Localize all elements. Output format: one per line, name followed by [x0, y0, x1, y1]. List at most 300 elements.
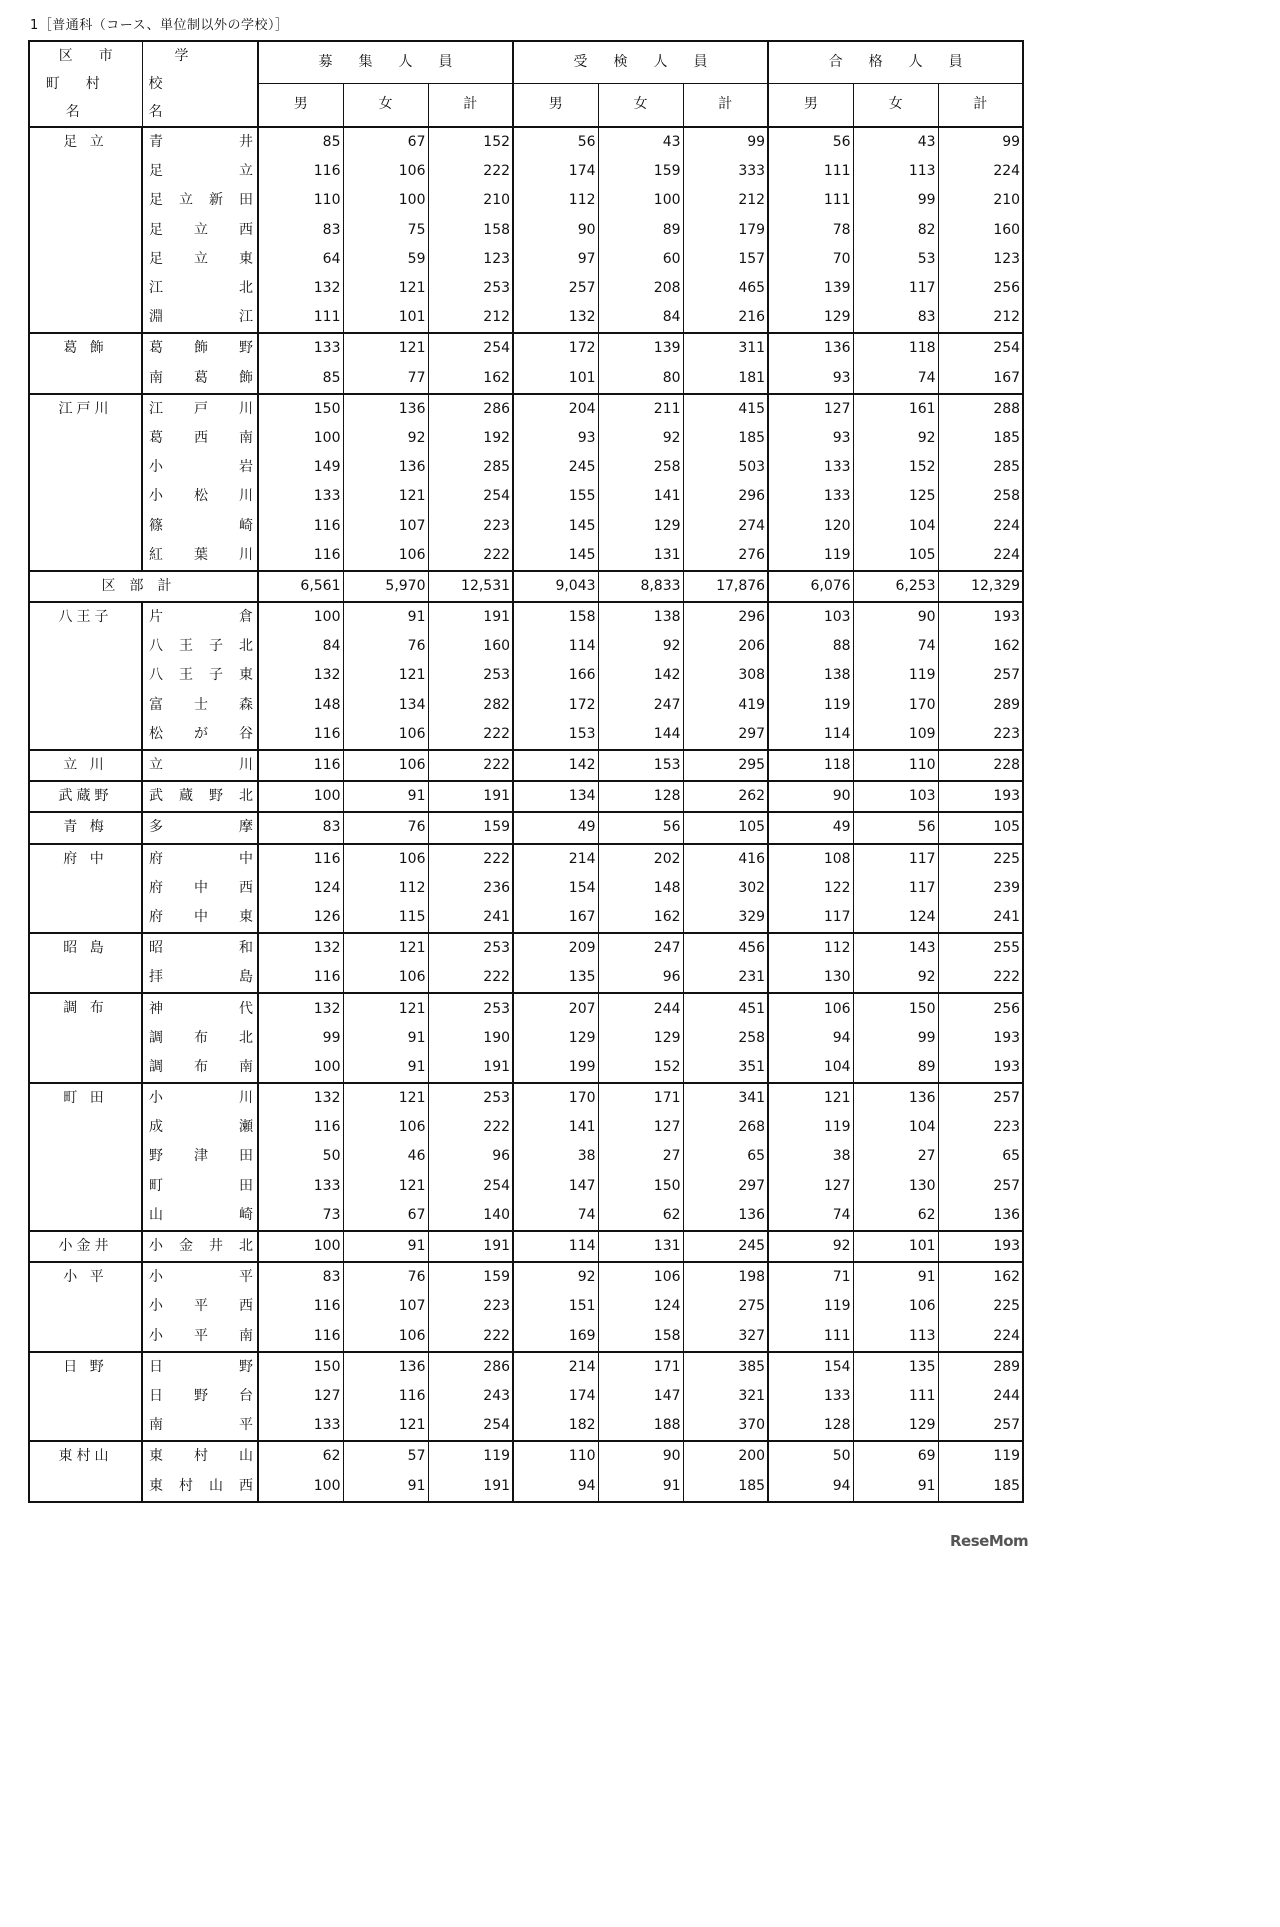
value-cell: 121 — [343, 274, 428, 303]
value-cell: 80 — [598, 364, 683, 394]
value-cell: 133 — [258, 1172, 343, 1201]
school-name-cell: 多摩 — [142, 812, 258, 843]
value-cell: 106 — [343, 720, 428, 750]
value-cell: 101 — [513, 364, 598, 394]
school-name-cell: 立川 — [142, 750, 258, 781]
value-cell: 321 — [683, 1382, 768, 1411]
value-cell: 247 — [598, 933, 683, 963]
table-row — [29, 1172, 1023, 1201]
value-cell: 110 — [513, 1441, 598, 1471]
value-cell: 172 — [513, 691, 598, 720]
value-cell: 341 — [683, 1083, 768, 1113]
value-cell: 286 — [428, 394, 513, 424]
value-cell: 111 — [768, 157, 853, 186]
value-cell: 144 — [598, 720, 683, 750]
value-cell: 140 — [428, 1201, 513, 1231]
municipality-cell: 葛 飾 — [29, 333, 142, 393]
value-cell: 257 — [938, 1083, 1023, 1113]
value-cell: 132 — [513, 303, 598, 333]
value-cell: 185 — [683, 1471, 768, 1501]
value-cell: 134 — [343, 691, 428, 720]
table-row — [29, 1352, 1023, 1382]
value-cell: 91 — [343, 1024, 428, 1053]
value-cell: 100 — [258, 602, 343, 632]
value-cell: 254 — [938, 333, 1023, 363]
value-cell: 145 — [513, 511, 598, 540]
value-cell: 53 — [853, 245, 938, 274]
value-cell: 124 — [853, 903, 938, 933]
value-cell: 129 — [598, 511, 683, 540]
value-cell: 122 — [768, 874, 853, 903]
value-cell: 110 — [258, 186, 343, 215]
value-cell: 150 — [258, 394, 343, 424]
value-cell: 296 — [683, 602, 768, 632]
value-cell: 134 — [513, 781, 598, 812]
value-cell: 49 — [513, 812, 598, 843]
value-cell: 93 — [768, 364, 853, 394]
value-cell: 109 — [853, 720, 938, 750]
table-row — [29, 661, 1023, 690]
school-name-cell: 八王子東 — [142, 661, 258, 690]
value-cell: 136 — [343, 394, 428, 424]
header-female: 女 — [853, 83, 938, 127]
value-cell: 89 — [598, 216, 683, 245]
municipality-cell: 江戸川 — [29, 394, 142, 571]
value-cell: 103 — [768, 602, 853, 632]
header-male: 男 — [513, 83, 598, 127]
value-cell: 119 — [768, 541, 853, 571]
value-cell: 100 — [598, 186, 683, 215]
value-cell: 121 — [343, 933, 428, 963]
municipality-cell: 日 野 — [29, 1352, 142, 1442]
header-recruitment: 募集人員 — [258, 41, 513, 83]
value-cell: 211 — [598, 394, 683, 424]
value-cell: 93 — [768, 424, 853, 453]
value-cell: 112 — [768, 933, 853, 963]
value-cell: 161 — [853, 394, 938, 424]
value-cell: 106 — [343, 1322, 428, 1352]
table-row — [29, 1142, 1023, 1171]
value-cell: 289 — [938, 691, 1023, 720]
value-cell: 132 — [258, 933, 343, 963]
value-cell: 311 — [683, 333, 768, 363]
value-cell: 262 — [683, 781, 768, 812]
header-female: 女 — [343, 83, 428, 127]
value-cell: 118 — [853, 333, 938, 363]
value-cell: 27 — [853, 1142, 938, 1171]
value-cell: 116 — [258, 1322, 343, 1352]
school-name-cell: 南葛飾 — [142, 364, 258, 394]
value-cell: 82 — [853, 216, 938, 245]
value-cell: 327 — [683, 1322, 768, 1352]
value-cell: 257 — [513, 274, 598, 303]
value-cell: 174 — [513, 157, 598, 186]
value-cell: 83 — [258, 1262, 343, 1292]
value-cell: 415 — [683, 394, 768, 424]
value-cell: 96 — [428, 1142, 513, 1171]
value-cell: 121 — [343, 661, 428, 690]
value-cell: 296 — [683, 482, 768, 511]
value-cell: 127 — [768, 1172, 853, 1201]
value-cell: 50 — [258, 1142, 343, 1171]
value-cell: 139 — [598, 333, 683, 363]
municipality-cell: 武蔵野 — [29, 781, 142, 812]
value-cell: 222 — [428, 844, 513, 874]
school-name-cell: 拝島 — [142, 963, 258, 993]
school-name-cell: 日野台 — [142, 1382, 258, 1411]
table-row — [29, 812, 1023, 843]
value-cell: 245 — [513, 453, 598, 482]
value-cell: 129 — [598, 1024, 683, 1053]
value-cell: 207 — [513, 993, 598, 1023]
value-cell: 84 — [258, 632, 343, 661]
value-cell: 133 — [258, 1411, 343, 1441]
value-cell: 370 — [683, 1411, 768, 1441]
value-cell: 65 — [938, 1142, 1023, 1171]
value-cell: 116 — [258, 844, 343, 874]
value-cell: 132 — [258, 661, 343, 690]
value-cell: 193 — [938, 781, 1023, 812]
table-row — [29, 963, 1023, 993]
school-name-cell: 淵江 — [142, 303, 258, 333]
value-cell: 204 — [513, 394, 598, 424]
value-cell: 78 — [768, 216, 853, 245]
value-cell: 193 — [938, 1053, 1023, 1083]
value-cell: 126 — [258, 903, 343, 933]
value-cell: 92 — [853, 963, 938, 993]
value-cell: 138 — [768, 661, 853, 690]
value-cell: 120 — [768, 511, 853, 540]
table-row — [29, 1292, 1023, 1321]
school-name-cell: 府中西 — [142, 874, 258, 903]
value-cell: 111 — [258, 303, 343, 333]
table-row — [29, 1231, 1023, 1262]
value-cell: 116 — [343, 1382, 428, 1411]
municipality-cell: 足 立 — [29, 127, 142, 333]
table-row — [29, 157, 1023, 186]
school-name-cell: 江北 — [142, 274, 258, 303]
table-row — [29, 874, 1023, 903]
value-cell: 125 — [853, 482, 938, 511]
table-row — [29, 541, 1023, 571]
value-cell: 46 — [343, 1142, 428, 1171]
value-cell: 329 — [683, 903, 768, 933]
value-cell: 152 — [428, 127, 513, 157]
value-cell: 117 — [853, 844, 938, 874]
school-name-cell: 山崎 — [142, 1201, 258, 1231]
value-cell: 157 — [683, 245, 768, 274]
value-cell: 111 — [768, 186, 853, 215]
value-cell: 162 — [598, 903, 683, 933]
value-cell: 451 — [683, 993, 768, 1023]
value-cell: 245 — [683, 1231, 768, 1262]
value-cell: 105 — [853, 541, 938, 571]
value-cell: 222 — [428, 963, 513, 993]
value-cell: 27 — [598, 1142, 683, 1171]
value-cell: 101 — [343, 303, 428, 333]
value-cell: 253 — [428, 1083, 513, 1113]
value-cell: 302 — [683, 874, 768, 903]
value-cell: 85 — [258, 364, 343, 394]
school-name-cell: 成瀬 — [142, 1113, 258, 1142]
value-cell: 117 — [853, 874, 938, 903]
value-cell: 155 — [513, 482, 598, 511]
value-cell: 148 — [598, 874, 683, 903]
value-cell: 274 — [683, 511, 768, 540]
value-cell: 83 — [258, 812, 343, 843]
header-total: 計 — [938, 83, 1023, 127]
value-cell: 224 — [938, 541, 1023, 571]
header-municipality: 区市町村名 — [29, 41, 142, 127]
table-row — [29, 274, 1023, 303]
school-name-cell: 青井 — [142, 127, 258, 157]
value-cell: 97 — [513, 245, 598, 274]
value-cell: 121 — [343, 1411, 428, 1441]
school-name-cell: 松が谷 — [142, 720, 258, 750]
school-name-cell: 足立東 — [142, 245, 258, 274]
value-cell: 153 — [513, 720, 598, 750]
value-cell: 231 — [683, 963, 768, 993]
value-cell: 100 — [258, 1053, 343, 1083]
value-cell: 76 — [343, 632, 428, 661]
value-cell: 243 — [428, 1382, 513, 1411]
table-row — [29, 1382, 1023, 1411]
value-cell: 223 — [428, 511, 513, 540]
value-cell: 257 — [938, 1411, 1023, 1441]
value-cell: 121 — [343, 1083, 428, 1113]
table-row — [29, 1024, 1023, 1053]
value-cell: 8,833 — [598, 571, 683, 602]
value-cell: 56 — [513, 127, 598, 157]
value-cell: 106 — [343, 963, 428, 993]
school-name-cell: 八王子北 — [142, 632, 258, 661]
subtotal-label: 区部計 — [29, 571, 258, 602]
table-row — [29, 1053, 1023, 1083]
school-name-cell: 紅葉川 — [142, 541, 258, 571]
value-cell: 254 — [428, 1411, 513, 1441]
school-name-cell: 昭和 — [142, 933, 258, 963]
value-cell: 253 — [428, 933, 513, 963]
value-cell: 136 — [853, 1083, 938, 1113]
school-name-cell: 野津田 — [142, 1142, 258, 1171]
value-cell: 419 — [683, 691, 768, 720]
value-cell: 100 — [258, 1231, 343, 1262]
value-cell: 258 — [938, 482, 1023, 511]
value-cell: 247 — [598, 691, 683, 720]
value-cell: 106 — [598, 1262, 683, 1292]
value-cell: 191 — [428, 1231, 513, 1262]
value-cell: 106 — [343, 1113, 428, 1142]
value-cell: 123 — [938, 245, 1023, 274]
value-cell: 206 — [683, 632, 768, 661]
value-cell: 83 — [853, 303, 938, 333]
value-cell: 244 — [938, 1382, 1023, 1411]
municipality-cell: 調 布 — [29, 993, 142, 1083]
value-cell: 83 — [258, 216, 343, 245]
value-cell: 244 — [598, 993, 683, 1023]
value-cell: 99 — [853, 1024, 938, 1053]
value-cell: 121 — [768, 1083, 853, 1113]
school-name-cell: 篠崎 — [142, 511, 258, 540]
header-male: 男 — [258, 83, 343, 127]
table-row — [29, 1201, 1023, 1231]
table-row — [29, 424, 1023, 453]
value-cell: 112 — [343, 874, 428, 903]
value-cell: 119 — [853, 661, 938, 690]
value-cell: 136 — [343, 453, 428, 482]
value-cell: 214 — [513, 844, 598, 874]
value-cell: 254 — [428, 482, 513, 511]
value-cell: 154 — [768, 1352, 853, 1382]
value-cell: 12,329 — [938, 571, 1023, 602]
value-cell: 288 — [938, 394, 1023, 424]
value-cell: 118 — [768, 750, 853, 781]
value-cell: 142 — [513, 750, 598, 781]
header-female: 女 — [598, 83, 683, 127]
school-name-cell: 小金井北 — [142, 1231, 258, 1262]
value-cell: 129 — [768, 303, 853, 333]
value-cell: 141 — [513, 1113, 598, 1142]
value-cell: 90 — [598, 1441, 683, 1471]
school-name-cell: 調布北 — [142, 1024, 258, 1053]
value-cell: 188 — [598, 1411, 683, 1441]
value-cell: 193 — [938, 1024, 1023, 1053]
municipality-cell: 昭 島 — [29, 933, 142, 993]
value-cell: 416 — [683, 844, 768, 874]
value-cell: 241 — [938, 903, 1023, 933]
value-cell: 253 — [428, 661, 513, 690]
value-cell: 222 — [428, 157, 513, 186]
value-cell: 100 — [343, 186, 428, 215]
value-cell: 297 — [683, 720, 768, 750]
value-cell: 191 — [428, 602, 513, 632]
value-cell: 209 — [513, 933, 598, 963]
school-name-cell: 日野 — [142, 1352, 258, 1382]
value-cell: 90 — [853, 602, 938, 632]
table-row — [29, 245, 1023, 274]
value-cell: 239 — [938, 874, 1023, 903]
school-name-cell: 富士森 — [142, 691, 258, 720]
value-cell: 92 — [598, 424, 683, 453]
municipality-cell: 八王子 — [29, 602, 142, 750]
value-cell: 295 — [683, 750, 768, 781]
value-cell: 62 — [853, 1201, 938, 1231]
value-cell: 104 — [853, 511, 938, 540]
value-cell: 190 — [428, 1024, 513, 1053]
value-cell: 124 — [598, 1292, 683, 1321]
value-cell: 115 — [343, 903, 428, 933]
value-cell: 106 — [343, 750, 428, 781]
value-cell: 84 — [598, 303, 683, 333]
value-cell: 91 — [343, 1231, 428, 1262]
municipality-cell: 青 梅 — [29, 812, 142, 843]
school-name-cell: 江戸川 — [142, 394, 258, 424]
value-cell: 465 — [683, 274, 768, 303]
value-cell: 179 — [683, 216, 768, 245]
resemom-logo: ReseMom — [950, 1532, 1029, 1550]
school-name-cell: 東村山西 — [142, 1471, 258, 1501]
value-cell: 121 — [343, 993, 428, 1023]
value-cell: 193 — [938, 602, 1023, 632]
value-cell: 254 — [428, 1172, 513, 1201]
table-row — [29, 333, 1023, 363]
value-cell: 199 — [513, 1053, 598, 1083]
value-cell: 50 — [768, 1441, 853, 1471]
table-row — [29, 1083, 1023, 1113]
value-cell: 133 — [258, 333, 343, 363]
header-total: 計 — [683, 83, 768, 127]
value-cell: 286 — [428, 1352, 513, 1382]
school-name-cell: 葛飾野 — [142, 333, 258, 363]
value-cell: 108 — [768, 844, 853, 874]
value-cell: 228 — [938, 750, 1023, 781]
value-cell: 130 — [768, 963, 853, 993]
value-cell: 85 — [258, 127, 343, 157]
value-cell: 222 — [428, 541, 513, 571]
municipality-cell: 東村山 — [29, 1441, 142, 1501]
value-cell: 158 — [513, 602, 598, 632]
value-cell: 212 — [428, 303, 513, 333]
value-cell: 119 — [938, 1441, 1023, 1471]
value-cell: 198 — [683, 1262, 768, 1292]
value-cell: 171 — [598, 1083, 683, 1113]
table-row — [29, 303, 1023, 333]
table-body — [29, 127, 1023, 1502]
value-cell: 99 — [258, 1024, 343, 1053]
value-cell: 225 — [938, 1292, 1023, 1321]
value-cell: 149 — [258, 453, 343, 482]
value-cell: 116 — [258, 157, 343, 186]
value-cell: 256 — [938, 274, 1023, 303]
value-cell: 43 — [853, 127, 938, 157]
value-cell: 133 — [768, 1382, 853, 1411]
value-cell: 94 — [768, 1471, 853, 1501]
value-cell: 150 — [258, 1352, 343, 1382]
value-cell: 135 — [853, 1352, 938, 1382]
table-row — [29, 1113, 1023, 1142]
value-cell: 162 — [428, 364, 513, 394]
value-cell: 158 — [598, 1322, 683, 1352]
table-row — [29, 511, 1023, 540]
value-cell: 56 — [853, 812, 938, 843]
value-cell: 60 — [598, 245, 683, 274]
value-cell: 182 — [513, 1411, 598, 1441]
value-cell: 106 — [853, 1292, 938, 1321]
value-cell: 222 — [428, 1322, 513, 1352]
value-cell: 91 — [343, 1053, 428, 1083]
value-cell: 185 — [683, 424, 768, 453]
value-cell: 202 — [598, 844, 683, 874]
header-male: 男 — [768, 83, 853, 127]
value-cell: 129 — [513, 1024, 598, 1053]
value-cell: 258 — [683, 1024, 768, 1053]
value-cell: 38 — [513, 1142, 598, 1171]
municipality-cell: 府 中 — [29, 844, 142, 934]
header-total: 計 — [428, 83, 513, 127]
value-cell: 111 — [853, 1382, 938, 1411]
value-cell: 133 — [768, 482, 853, 511]
value-cell: 132 — [258, 274, 343, 303]
table-row — [29, 1411, 1023, 1441]
value-cell: 116 — [258, 720, 343, 750]
value-cell: 90 — [768, 781, 853, 812]
value-cell: 92 — [598, 632, 683, 661]
value-cell: 191 — [428, 1053, 513, 1083]
value-cell: 121 — [343, 1172, 428, 1201]
table-row — [29, 1441, 1023, 1471]
value-cell: 9,043 — [513, 571, 598, 602]
value-cell: 59 — [343, 245, 428, 274]
